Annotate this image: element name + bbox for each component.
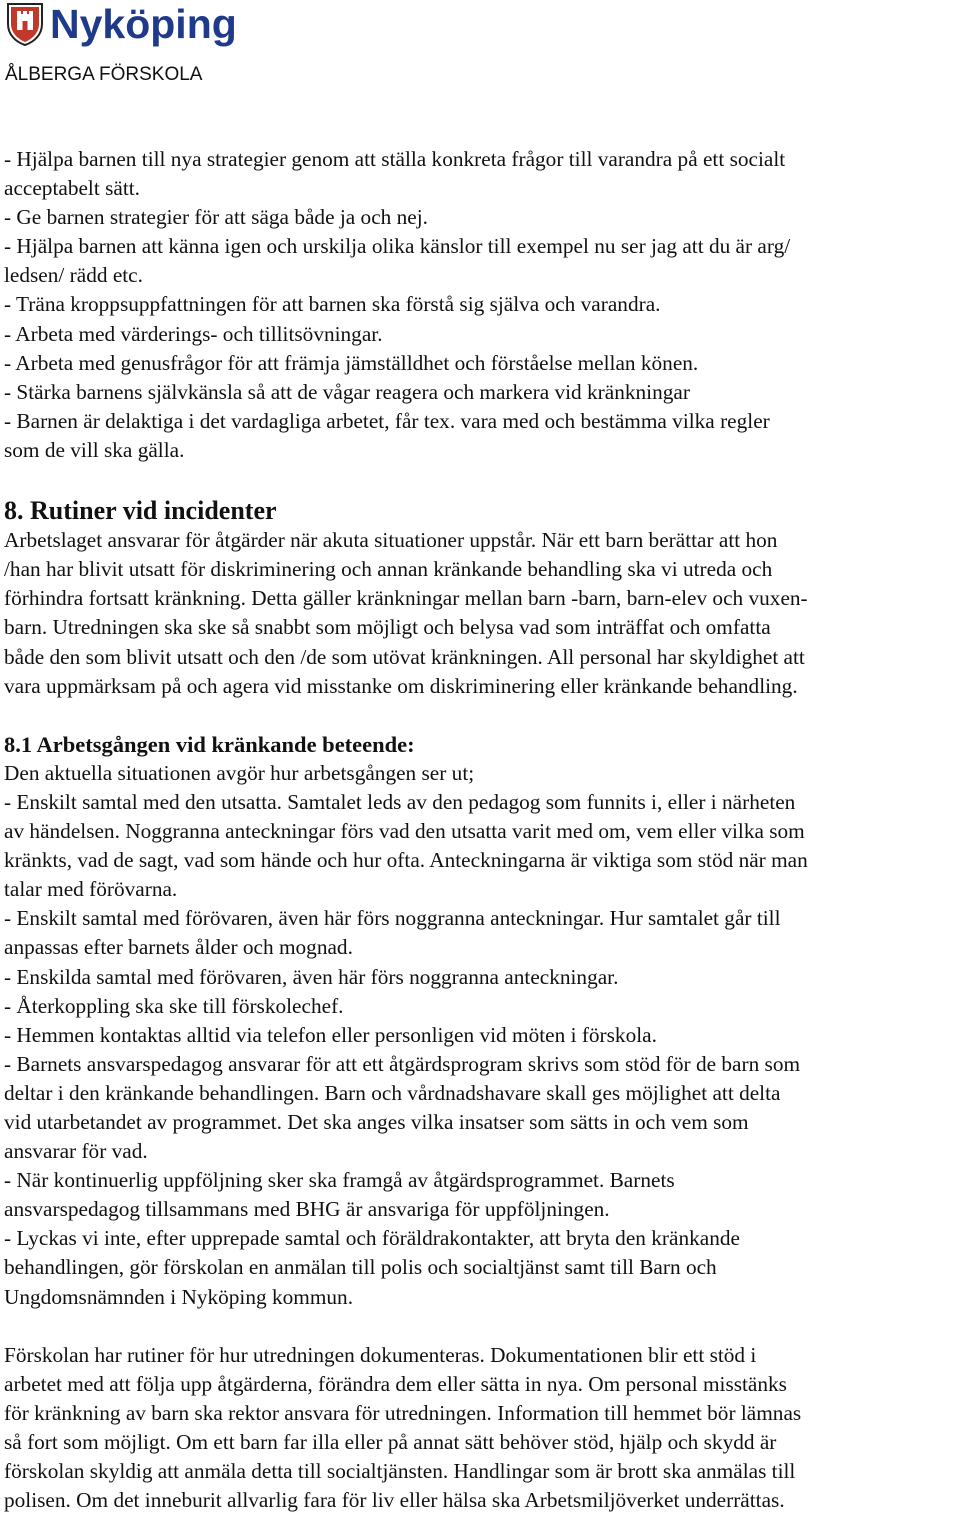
text-line: - Enskilda samtal med förövaren, även här förs noggranna anteckningar. [4, 964, 619, 989]
text-line: polisen. Om det inneburit allvarlig fara för liv eller hälsa ska Arbetsmiljöverket underrättas. [4, 1488, 785, 1513]
text-line: deltar i den kränkande behandlingen. Barn och vårdnadshavare skall ges möjlighet att delta [4, 1080, 781, 1105]
text-line: acceptabelt sätt. [4, 176, 140, 201]
text-line: talar med förövarna. [4, 877, 178, 902]
text-line: arbetet med att följa upp åtgärderna, förändra dem eller sätta in nya. Om personal misstänks [4, 1371, 787, 1396]
text-line: - Ge barnen strategier för att säga både ja och nej. [4, 205, 428, 230]
text-line: för kränkning av barn ska rektor ansvara för utredningen. Information till hemmet bör lämnas [4, 1400, 802, 1425]
text-line: kränkts, vad de sagt, vad som hände och hur ofta. Anteckningarna är viktiga som stöd när man [4, 848, 808, 873]
text-line: - Enskilt samtal med den utsatta. Samtalet leds av den pedagog som funnits i, eller i närheten [4, 789, 796, 814]
spacer [4, 465, 960, 494]
spacer [4, 1312, 960, 1341]
text-line: - Träna kroppsuppfattningen för att barnen ska förstå sig själva och varandra. [4, 292, 661, 317]
text-line: Den aktuella situationen avgör hur arbetsgången ser ut; [4, 760, 475, 785]
document-body [4, 145, 960, 1515]
text-line: - Barnets ansvarspedagog ansvarar för att ett åtgärdsprogram skrivs som stöd för de barn som [4, 1051, 801, 1076]
text-line: ansvarspedagog tillsammans med BHG är ansvariga för uppföljningen. [4, 1197, 610, 1222]
text-line: - Arbeta med värderings- och tillitsövningar. [4, 321, 383, 346]
text-line: - Hemmen kontaktas alltid via telefon eller personligen vid möten i förskola. [4, 1022, 657, 1047]
text-line: förhindra fortsatt kränkning. Detta gäller kränkningar mellan barn -barn, barn-elev och vuxen- [4, 586, 808, 611]
text-line: Ungdomsnämnden i Nyköping kommun. [4, 1284, 354, 1309]
text-line: förskolan skyldig att anmäla detta till socialtjänsten. Handlingar som är brott ska anmälas till [4, 1459, 796, 1484]
section-procedure [4, 730, 960, 1312]
text-line: Arbetslaget ansvarar för åtgärder när akuta situationer uppstår. När ett barn berättar att hon [4, 528, 778, 553]
text-line: både den som blivit utsatt och den /de som utövat kränkningen. All personal har skyldighet att [4, 644, 805, 669]
text-line: - Enskilt samtal med förövaren, även här förs noggranna anteckningar. Hur samtalet går till [4, 906, 781, 931]
text-line: - Arbeta med genusfrågor för att främja jämställdhet och förståelse mellan könen. [4, 350, 699, 375]
text-line: - Lyckas vi inte, efter upprepade samtal och föräldrakontakter, att bryta den kränkande [4, 1226, 740, 1251]
text-line: vid utarbetandet av programmet. Det ska anges vilka insatser som sätts in och vem som [4, 1110, 749, 1134]
brand-wordmark: Nyköping [50, 1, 237, 47]
text-line: /han har blivit utsatt för diskriminering och annan kränkande behandling ska vi utreda och [4, 557, 773, 582]
text-line: så fort som möjligt. Om ett barn far illa eller på annat sätt behöver stöd, hjälp och skydd är [4, 1430, 777, 1455]
text-line: Förskolan har rutiner för hur utredningen dokumenteras. Dokumentationen blir ett stöd i [4, 1342, 757, 1367]
spacer [4, 701, 960, 730]
text-line: - När kontinuerlig uppföljning sker ska framgå av åtgärdsprogrammet. Barnets [4, 1168, 675, 1193]
text-line: behandlingen, gör förskolan en anmälan till polis och socialtjänst samt till Barn och [4, 1255, 717, 1280]
logo [6, 2, 237, 46]
text-line: vara uppmärksam på och agera vid misstanke om diskriminering eller kränkande behandling. [4, 673, 798, 698]
text-line: - Återkoppling ska ske till förskolechef. [4, 993, 344, 1018]
section-incidents [4, 496, 960, 701]
text-line: anpassas efter barnets ålder och mognad. [4, 935, 353, 960]
closing-paragraph [4, 1341, 960, 1516]
organization-name: ÅLBERGA FÖRSKOLA [5, 64, 203, 85]
text-line: barn. Utredningen ska ske så snabbt som möjligt och belysa vad som inträffat och omfatta [4, 615, 771, 640]
text-line: ansvarar för vad. [4, 1139, 148, 1164]
goals-list [4, 145, 960, 465]
text-line: av händelsen. Noggranna anteckningar förs vad den utsatta varit med om, vem eller vilka som [4, 819, 805, 844]
text-line: - Hjälpa barnen att känna igen och urskilja olika känslor till exempel nu ser jag att du är arg/ [4, 234, 791, 259]
text-line: - Barnen är delaktiga i det vardagliga arbetet, får tex. vara med och bestämma vilka regler [4, 408, 770, 433]
text-line: - Hjälpa barnen till nya strategier genom att ställa konkreta frågor till varandra på ett socialt [4, 147, 786, 171]
text-line: som de vill ska gälla. [4, 437, 185, 462]
text-line: ledsen/ rädd etc. [4, 263, 143, 288]
text-line: - Stärka barnens självkänsla så att de vågar reagera och markera vid kränkningar [4, 379, 690, 404]
page-header [0, 0, 960, 100]
section-heading: 8.1 Arbetsgången vid kränkande beteende: [4, 731, 415, 757]
municipal-crest-icon [6, 2, 44, 46]
section-heading: 8. Rutiner vid incidenter [4, 496, 277, 526]
